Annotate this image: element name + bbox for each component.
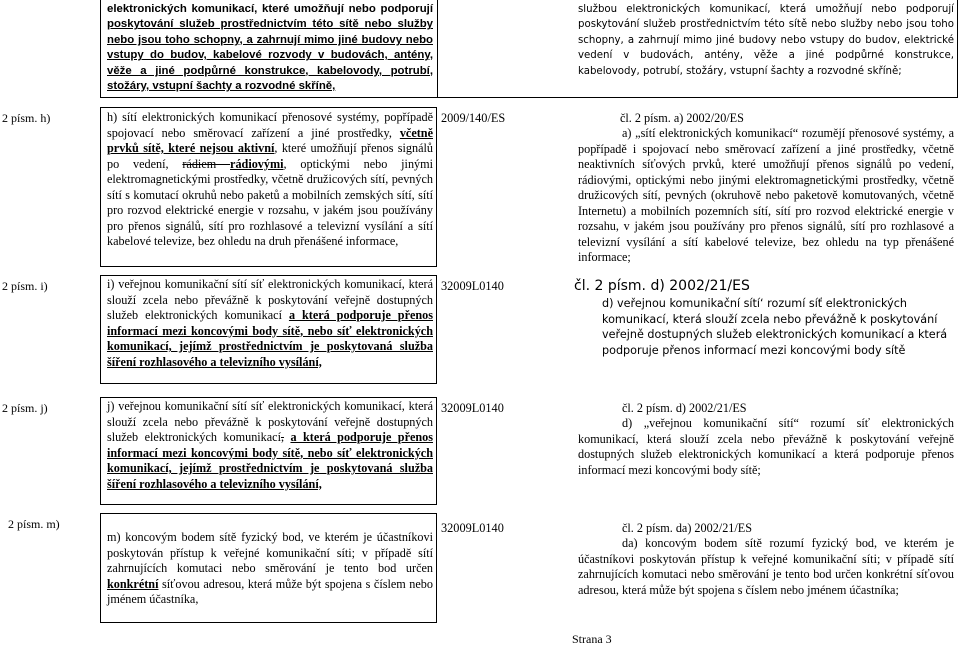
right-body: a) „sítí elektronických komunikací“ rozumějí přenosové systémy, a popřípadě i spojovací nebo směrovací zařízení a jiné prostředky, včetně neaktivních síťových prvků, které umožňují přenos signálů po vedení, rádiovými, optickými nebo jinými elektromagnetickými prostředky, včetně družicových sítí, pevných (okruhově nebo paketově komutovaných, včetně Internetu) a mobilních pozemních sítí, sítí pro rozvod elektrické energie v rozsahu, v jakém jsou používány pro přenos signálů, sítí pro rozhlasové a televizní vysílání a sítí kabelové televize, bez ohledu na typ přenášené informace; — [578, 126, 954, 264]
paragraph-ref: 2 písm. m) — [8, 517, 60, 531]
top-row-divider — [437, 0, 438, 98]
right-head: čl. 2 písm. d) 2002/21/ES — [574, 278, 750, 294]
page-number: Strana 3 — [572, 632, 612, 646]
right-body: d) „veřejnou komunikační sítí“ rozumí síť elektronických komunikací, která slouží zcela nebo převážně k poskytování veřejně dostupných služeb elektronických komunikací a která podporuje přenos informací mezi koncovými body sítě; — [578, 416, 954, 477]
directive-ref: 2009/140/ES — [441, 111, 506, 125]
right-head: čl. 2 písm. d) 2002/21/ES — [622, 401, 747, 415]
right-head: čl. 2 písm. da) 2002/21/ES — [622, 521, 752, 535]
right-body: d) veřejnou komunikační sítí‘ rozumí síť elektronických komunikací, která slouží zcela nebo převážně k poskytování veřejně dostupných služeb elektronických komunikací a která podporuje přenos informací mezi koncovými body sítě — [602, 297, 948, 357]
top-mid-text — [107, 2, 433, 94]
mid-text-segment: , — [280, 430, 285, 444]
mid-text — [107, 530, 433, 608]
mid-text-segment: j) veřejnou komunikační sítí síť elektronických komunikací, která slouží zcela nebo převážně k poskytování veřejně dostupných služeb elektronických komunikací — [107, 399, 433, 444]
mid-text-segment: síťovou adresou, která může být spojena s číslem nebo jménem účastníka, — [107, 576, 433, 606]
directive-ref: 32009L0140 — [441, 521, 504, 535]
mid-text-segment: a která podporuje přenos informací mezi koncovými body sítě, nebo síť elektronických komunikací, jejímž prostřednictvím je poskytovaná služba šíření rozhlasového a televizního vysílání, — [107, 308, 434, 369]
top-right-text: službou elektronických komunikací, která umožňují nebo podporují poskytování služeb prostřednictvím této sítě nebo služby nebo jsou toho schopny, a zahrnují mimo jiné budovy nebo vstupy do budov, elektrické vedení v budovách, antény, věže a jiné podpůrné konstrukce, kabelovody, potrubí, stožáry, vstupní šachty a rozvodné skříně; — [578, 4, 954, 77]
right-body: da) koncovým bodem sítě rozumí fyzický bod, ve kterém je účastníkovi poskytován přístup k veřejné komunikační síti; v případě sítí zahrnujících komutaci nebo směrování je tento bod určen konkrétní síťovou adresou, která může být spojena s číslem nebo jménem účastníka; — [578, 536, 954, 597]
mid-text — [107, 399, 433, 492]
mid-text-segment: včetně prvků sítě, které nejsou aktivní — [107, 125, 433, 155]
top-mid-bold: elektronických komunikací, které umožňují nebo podporují — [107, 3, 433, 15]
top-mid-bold-underlined: poskytování služeb prostřednictvím této sítě nebo služby nebo jsou toho schopny, a zahrnují mimo jiné budovy nebo vstupy do budov, kabelové rozvody v budovách, antény, věže a jiné podpůrné konstrukce, kabelovody, potrubí, stožáry, vstupní šachty a rozvodné skříně, — [107, 18, 433, 93]
mid-text-segment: h) sítí elektronických komunikací přenosové systémy, popřípadě spojovací nebo směrovací zařízení a jiné prostředky, — [107, 110, 433, 140]
paragraph-ref: 2 písm. h) — [2, 111, 51, 125]
mid-text-segment: konkrétní — [107, 576, 159, 591]
mid-text-segment: a která podporuje přenos informací mezi koncovými body sítě, nebo síť elektronických komunikací, jejímž prostřednictvím je poskytovaná služba šíření rozhlasového a televizního vysílání, — [107, 430, 433, 491]
mid-text-segment: , optickými nebo jinými elektromagnetickými prostředky, včetně družicových sítí, pevných sítí s komutací okruhů nebo paketů a mobilních zemských sítí, sítí pro rozvod elektrické energie v rozsahu, v jakém jsou používány pro přenos signálů, sítí pro rozhlasové a televizní vysílání a sítí kabelové televize, bez ohledu na druh přenášené informace, — [107, 156, 433, 248]
directive-ref: 32009L0140 — [441, 401, 504, 415]
mid-text-segment: rádiem — [182, 156, 231, 171]
mid-text-segment: , které umožňují přenos signálů po vedení, — [107, 141, 433, 171]
mid-text — [107, 110, 433, 250]
mid-text-segment: i) veřejnou komunikační sítí síť elektronických komunikací, která slouží zcela nebo převážně k poskytování veřejně dostupných služeb elektronických komunikací — [107, 277, 433, 322]
mid-text — [107, 277, 433, 370]
paragraph-ref: 2 písm. j) — [2, 401, 48, 415]
directive-ref: 32009L0140 — [441, 279, 504, 293]
paragraph-ref: 2 písm. i) — [2, 279, 48, 293]
right-head: čl. 2 písm. a) 2002/20/ES — [620, 111, 744, 125]
mid-text-segment: rádiovými — [230, 156, 284, 171]
mid-text-segment: m) koncovým bodem sítě fyzický bod, ve kterém je účastníkovi poskytován přístup k veřejné komunikační síti; v případě sítí zahrnujících komutaci nebo směrování je tento bod určen — [107, 530, 433, 575]
